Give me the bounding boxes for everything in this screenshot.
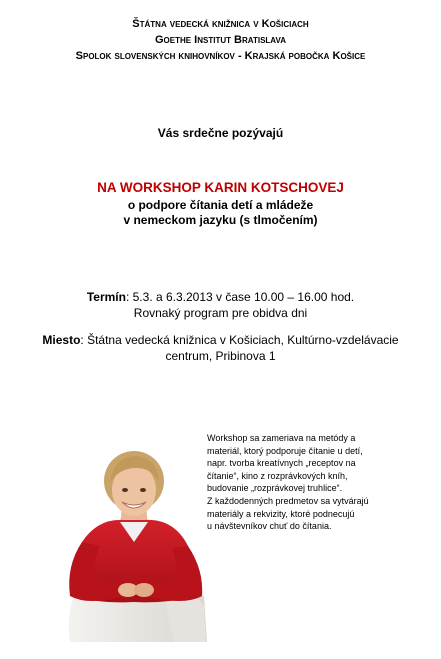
place-address: centrum, Pribinova 1 bbox=[165, 349, 276, 363]
subtitle-line-1: o podpore čítania detí a mládeže bbox=[127, 198, 314, 212]
header-line-library: Štátna vedecká knižnica v Košiciach bbox=[132, 18, 309, 30]
term-note: Rovnaký program pre obidva dni bbox=[133, 306, 308, 320]
place-block bbox=[0, 332, 441, 364]
header-line-association: Spolok slovenských knihovníkov - Krajská pobočka Košice bbox=[75, 50, 366, 62]
workshop-title: NA WORKSHOP KARIN KOTSCHOVEJ bbox=[97, 180, 344, 195]
term-line bbox=[0, 289, 441, 305]
description-line: u návštevníkov chuť do čítania. bbox=[207, 521, 332, 532]
header-line-goethe: Goethe Institut Bratislava bbox=[155, 34, 286, 46]
term-value: : 5.3. a 6.3.2013 v čase 10.00 – 16.00 hod. bbox=[125, 290, 355, 304]
workshop-subtitle bbox=[0, 198, 441, 228]
description-line: Z každodenných predmetov sa vytvárajú bbox=[207, 495, 369, 506]
description-line: materiál, ktorý podporuje čítanie u detí, bbox=[207, 445, 363, 456]
workshop-description bbox=[207, 432, 407, 533]
place-line bbox=[0, 332, 441, 348]
description-line: budovanie „rozprávkovej truhlice“. bbox=[207, 483, 343, 494]
place-label: Miesto bbox=[42, 333, 81, 347]
place-value: : Štátna vedecká knižnica v Košiciach, Kultúrno-vzdelávacie bbox=[80, 333, 399, 347]
description-line: čítanie“, kino z rozprávkových kníh, bbox=[207, 470, 348, 481]
term-label: Termín bbox=[86, 290, 126, 304]
description-line: Workshop sa zameriava na metódy a bbox=[207, 433, 356, 443]
subtitle-line-2: v nemeckom jazyku (s tlmočením) bbox=[123, 213, 318, 227]
description-line: napr. tvorba kreatívnych „receptov na bbox=[207, 458, 356, 469]
person-portrait-icon bbox=[64, 446, 208, 642]
description-line: materiály a rekvizity, ktoré podnecujú bbox=[207, 508, 355, 519]
invitation-text: Vás srdečne pozývajú bbox=[157, 126, 284, 140]
term-block bbox=[0, 289, 441, 321]
